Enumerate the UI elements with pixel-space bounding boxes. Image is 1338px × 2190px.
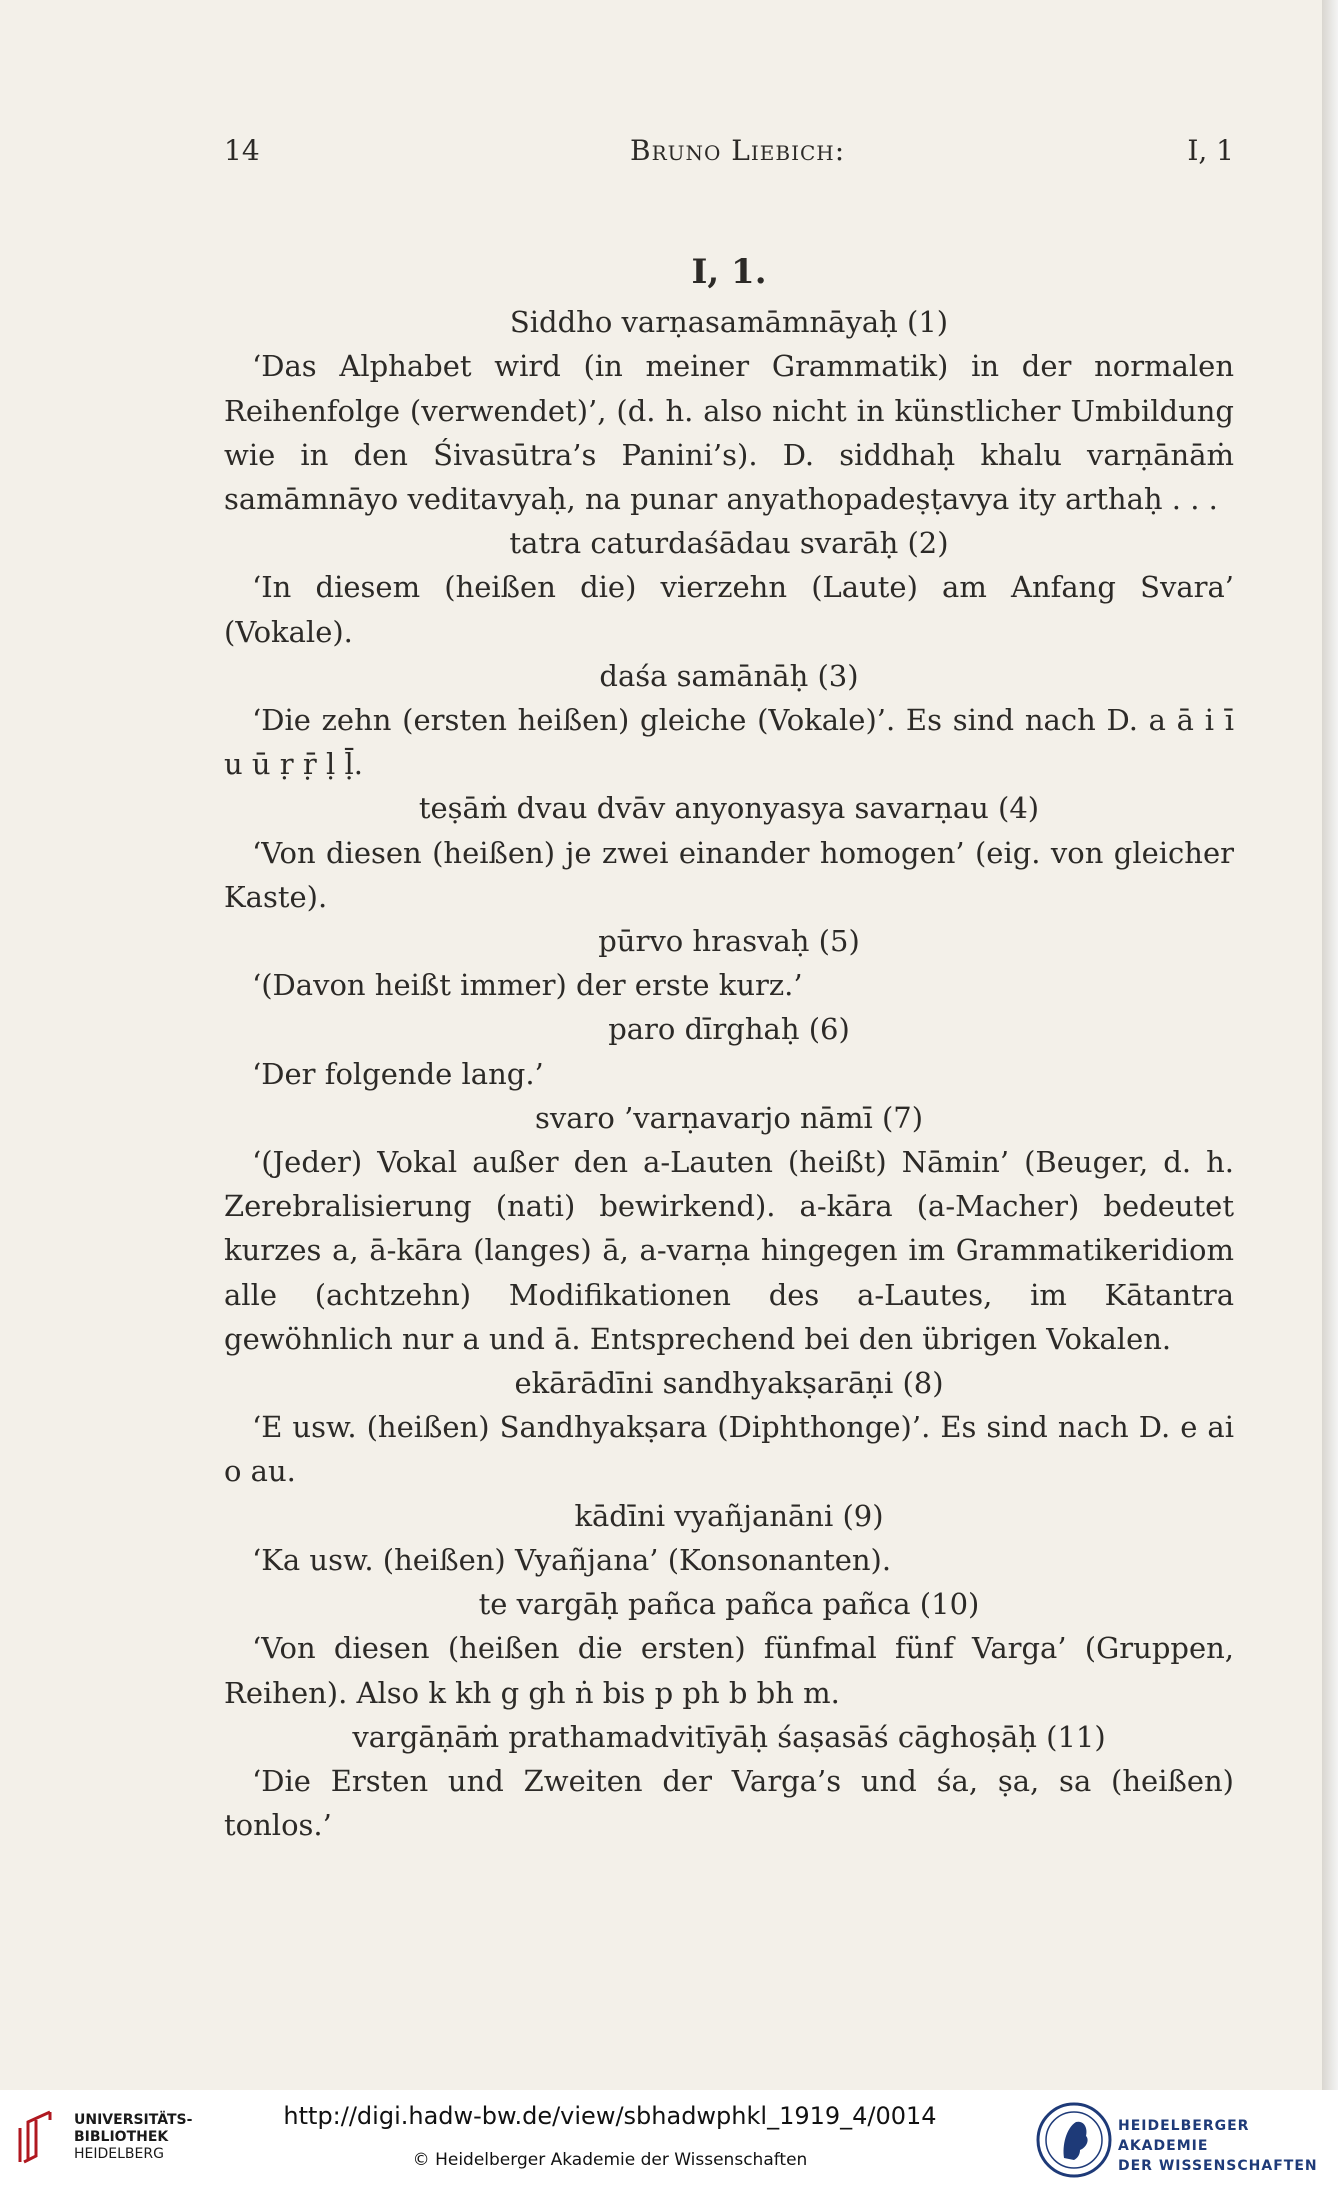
footer-bar <box>0 2090 1338 2190</box>
rule-commentary: ‘Das Alphabet wird (in meiner Grammatik) in der normalen Reihenfolge (verwendet)’, (d. h. also nicht in künstlicher Umbildung wie in den Śivasūtra’s Panini’s). D. siddhaḥ khalu varṇānāṁ samāmnāyo veditavyaḥ, na punar anyathopadeṣṭavya ity arthaḥ . . . <box>224 349 1234 517</box>
rule-commentary: ‘E usw. (heißen) Sandhyakṣara (Diphthonge)’. Es sind nach D. e ai o au. <box>224 1410 1234 1489</box>
rule-commentary: ‘In diesem (heißen die) vierzehn (Laute) am Anfang Svara’ (Vokale). <box>224 570 1234 649</box>
rule-commentary: ‘Der folgende lang.’ <box>252 1056 544 1091</box>
rule-commentary: ‘Von diesen (heißen) je zwei einander homogen’ (eig. von gleicher Kaste). <box>224 835 1234 914</box>
academy-seal-icon <box>1034 2098 1114 2182</box>
page-number: 14 <box>224 134 260 167</box>
rule-heading: vargāṇāṁ prathamadvitīyāḥ śaṣasāś cāghoṣāḥ (11) <box>352 1719 1106 1754</box>
document-url-link[interactable]: http://digi.hadw-bw.de/view/sbhadwphkl_1919_4/0014 <box>283 2102 937 2130</box>
body-text <box>224 250 1234 1847</box>
running-title: Bruno Liebich: <box>630 134 846 167</box>
rule-heading: pūrvo hrasvaḥ (5) <box>598 924 860 959</box>
rule-heading: tatra caturdaśādau svarāḥ (2) <box>509 526 949 561</box>
library-emblem-icon <box>14 2108 60 2164</box>
rule-commentary: ‘Von diesen (heißen die ersten) fünfmal fünf Varga’ (Gruppen, Reihen). Also k kh g gh ṅ bis p ph b bh m. <box>224 1631 1234 1710</box>
rule-heading: svaro ’varṇavarjo nāmī (7) <box>534 1100 924 1135</box>
copyright-notice: © Heidelberger Akademie der Wissenschaften <box>412 2150 808 2170</box>
rule-heading: paro dīrghaḥ (6) <box>608 1012 850 1047</box>
rule-heading: ekārādīni sandhyakṣarāṇi (8) <box>514 1366 944 1401</box>
university-library-logo[interactable] <box>14 2104 193 2176</box>
section-title: I, 1. <box>691 252 767 292</box>
academy-name: HEIDELBERGER AKADEMIE DER WISSENSCHAFTEN <box>1118 2118 1318 2174</box>
running-header <box>224 134 1234 174</box>
rule-heading: Siddho varṇasamāmnāyaḥ (1) <box>509 305 949 340</box>
page-edge <box>1322 0 1338 2090</box>
rule-heading: daśa samānāḥ (3) <box>599 658 859 693</box>
section-marker: I, 1 <box>1187 134 1234 167</box>
rule-commentary: ‘Ka usw. (heißen) Vyañjana’ (Konsonanten). <box>252 1542 892 1577</box>
rule-heading: te vargāḥ pañca pañca pañca (10) <box>478 1587 980 1622</box>
rule-commentary: ‘Die zehn (ersten heißen) gleiche (Vokale)’. Es sind nach D. a ā i ī u ū ṛ ṝ ḷ ḹ. <box>224 703 1234 782</box>
rule-heading: kādīni vyañjanāni (9) <box>574 1498 884 1533</box>
library-name: UNIVERSITÄTS- BIBLIOTHEK HEIDELBERG <box>74 2112 193 2162</box>
academy-logo[interactable] <box>1034 2098 1334 2182</box>
rule-commentary: ‘(Jeder) Vokal außer den a-Lauten (heißt) Nāmin’ (Beuger, d. h. Zerebralisierung (nati) bewirkend). a-kāra (a-Macher) bedeutet kurzes a, ā-kāra (langes) ā, a-varṇa hingegen im Grammatikeridiom alle (achtzehn) Modifikationen des a-Lautes, im Kātantra gewöhnlich nur a und ā. Entsprechend bei den übrigen Vokalen. <box>224 1145 1234 1356</box>
rule-commentary: ‘(Davon heißt immer) der erste kurz.’ <box>252 968 803 1003</box>
rule-heading: teṣāṁ dvau dvāv anyonyasya savarṇau (4) <box>418 791 1040 826</box>
rule-commentary: ‘Die Ersten und Zweiten der Varga’s und śa, ṣa, sa (heißen) tonlos.’ <box>224 1763 1234 1843</box>
